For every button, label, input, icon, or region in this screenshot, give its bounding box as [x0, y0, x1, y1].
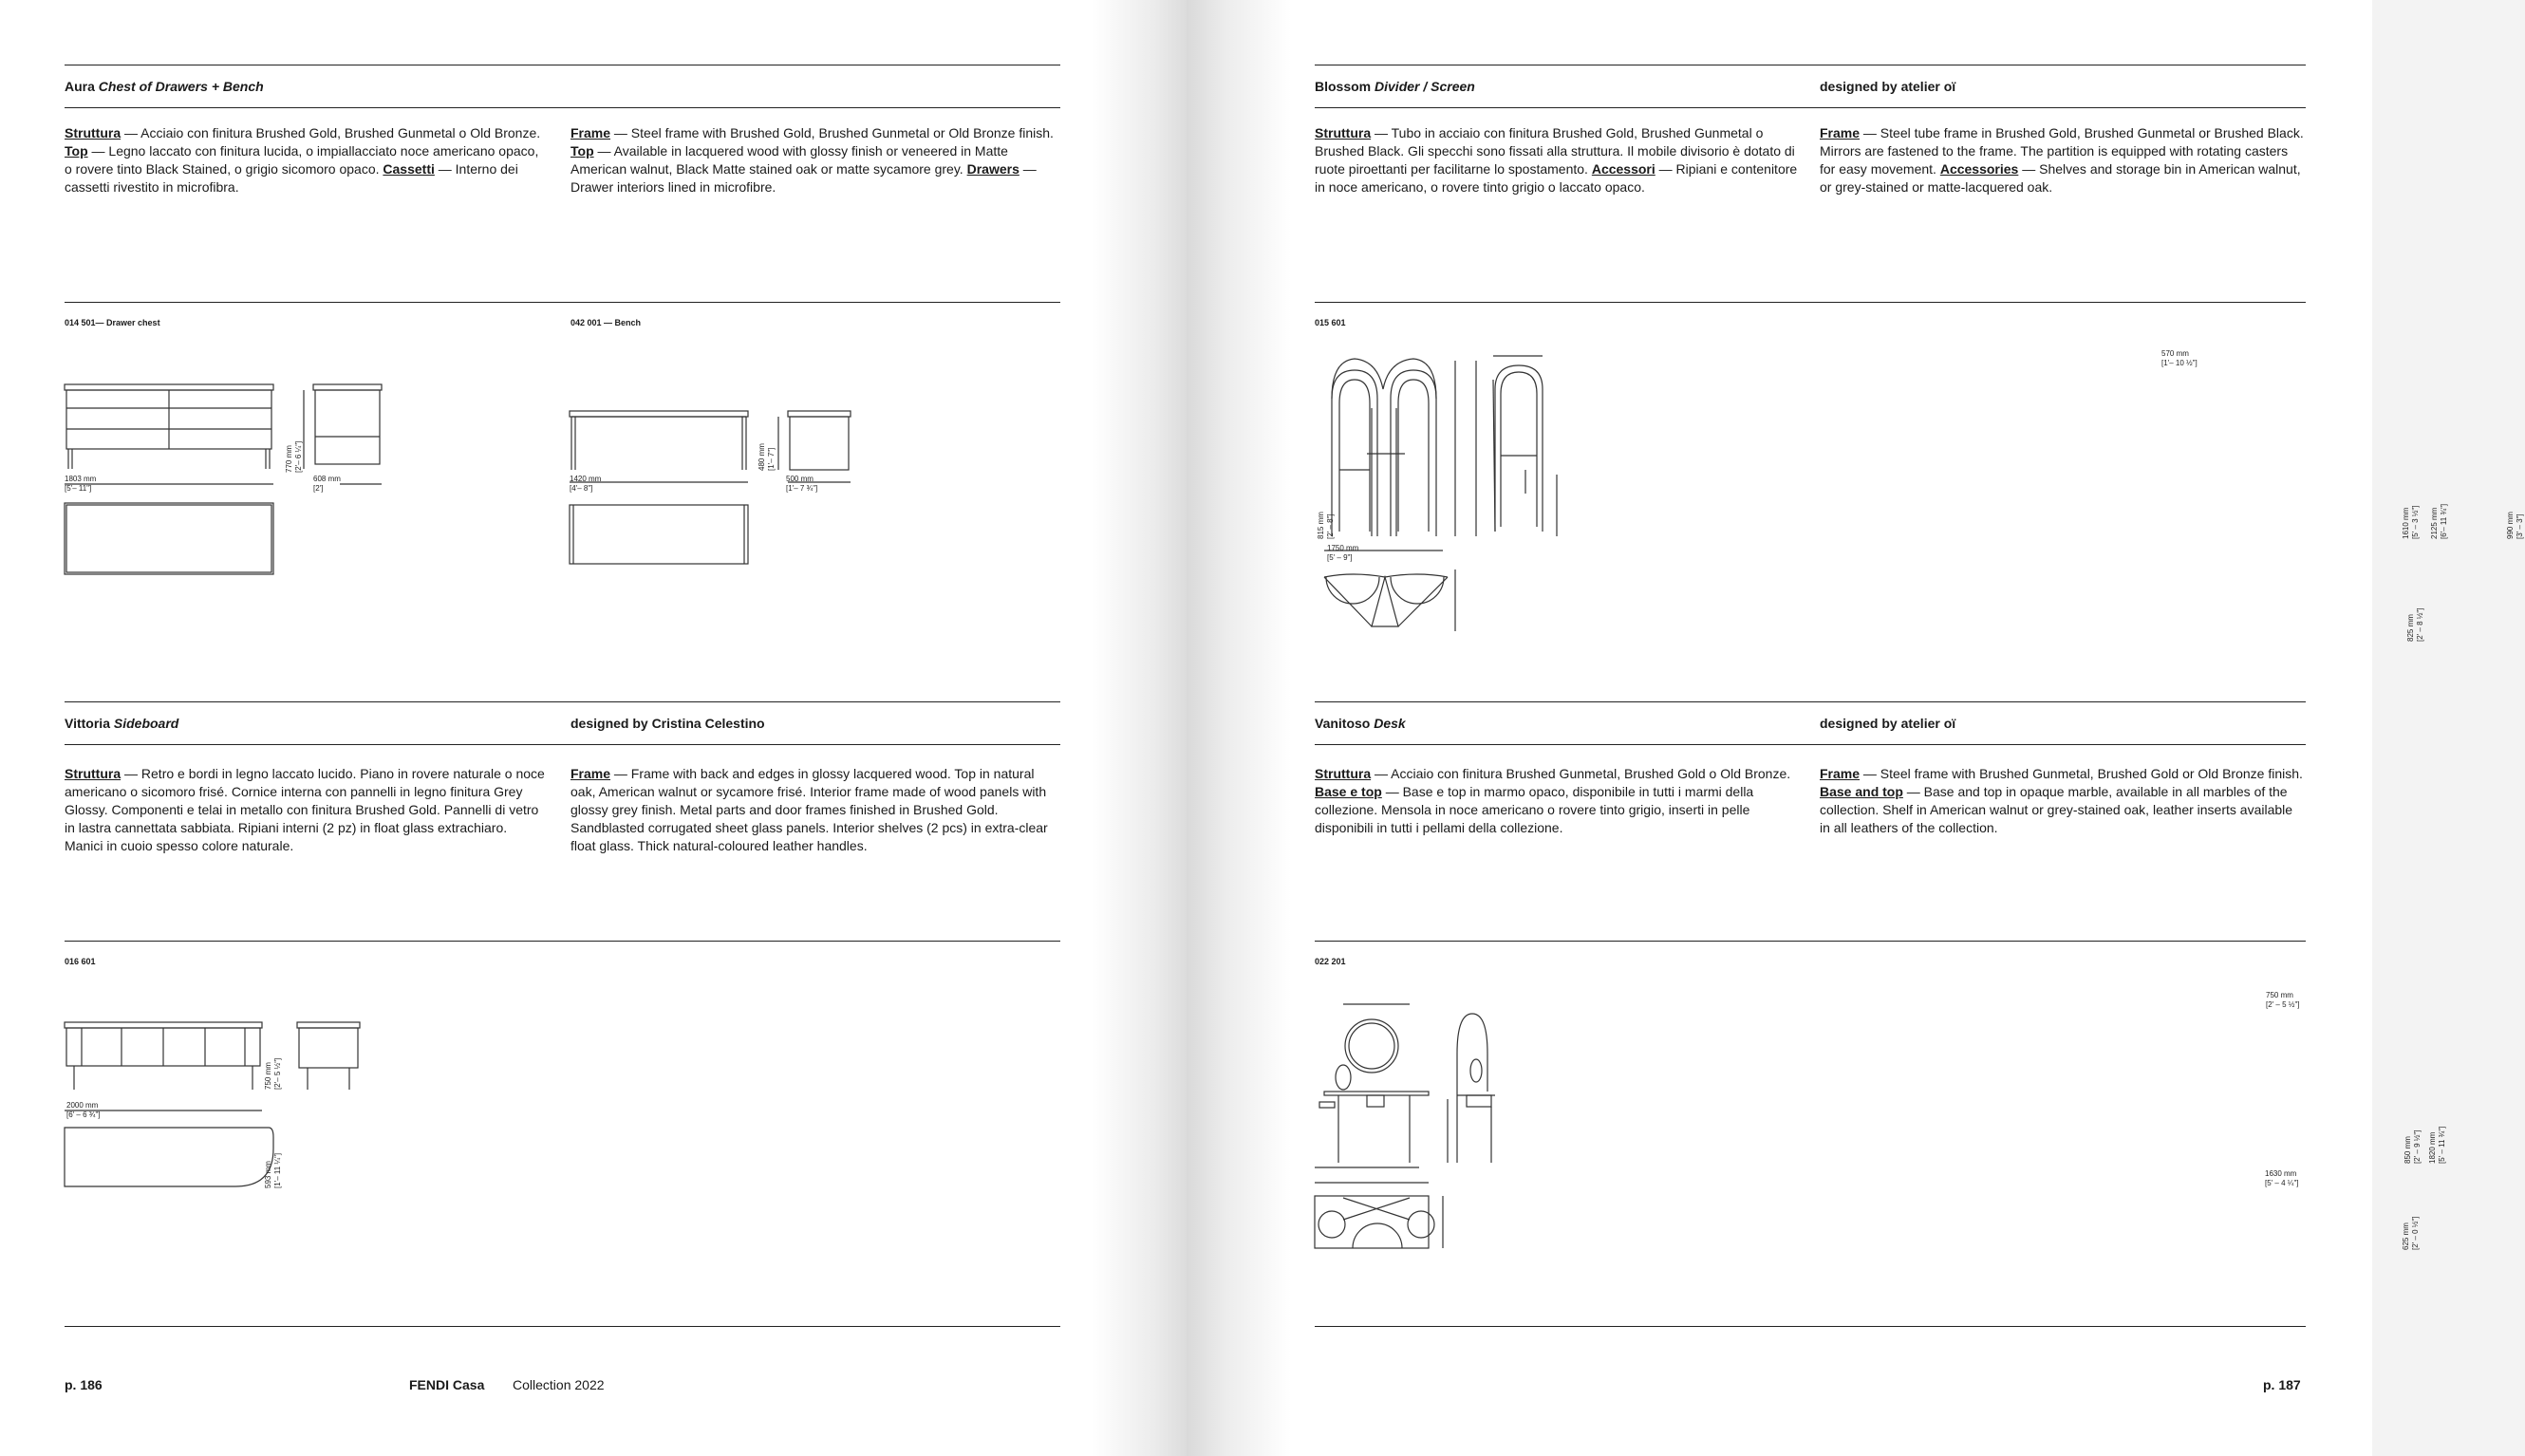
bench-width: 1420 mm [4'– 8"] — [570, 475, 602, 493]
vanitoso-description-it: Struttura — Acciaio con finitura Brushed Gunmetal, Brushed Gold o Old Bronze. Base e top — Base e top in marmo opaco, disponibile in tutti i marmi della collezione. Mensola in noce americano o rovere tinto grigio, inserti in pelle disponibili in tutti i pellami della collezione. — [1315, 766, 1791, 835]
vittoria-description-it: Struttura — Retro e bordi in legno laccato lucido. Piano in rovere naturale o noce americano o sicomoro frisé. Cornice interna con pannelli in legno finitura Grey Glossy. Componenti e telai in metallo con finitura Brushed Gold. Pannelli di vetro in lastra cannettata sabbiata. Ripiani interni (2 pz) in float glass extrachiaro. Manici in cuoio spesso colore naturale. — [65, 766, 545, 853]
desk-top-width: 750 mm [2' – 5 ½"] — [2266, 991, 2300, 1009]
sideboard-depth: 593 mm [1'– 11 ¼"] — [264, 1152, 282, 1188]
sideboard-drawing — [65, 1016, 368, 1196]
divider — [65, 744, 1060, 745]
bench-code: 042 001 — Bench — [570, 318, 642, 327]
blossom-description-en: Frame — Steel tube frame in Brushed Gold, Brushed Gunmetal or Brushed Black. Mirrors are fastened to the frame. The partition is equipped with rotating casters for easy movement. Accessories — Shelves and storage bin in American walnut, or grey-stained or matte-lacquered oak. — [1820, 125, 2304, 195]
screen-top-width: 570 mm [1'– 10 ½"] — [2161, 349, 2198, 367]
left-page — [0, 0, 1187, 1456]
brand: FENDI Casa — [409, 1377, 485, 1392]
divider — [1315, 941, 2306, 942]
sideboard-height: 750 mm [2'– 5 ½"] — [264, 1057, 282, 1090]
chest-height: 770 mm [2'– 6 ¼"] — [285, 440, 303, 473]
screen-height-815: 815 mm [2' – 8"] — [1317, 512, 1335, 539]
blossom-designer: designed by atelier oï — [1820, 79, 1956, 94]
sideboard-width: 2000 mm [6' – 6 ¾"] — [66, 1101, 101, 1119]
screen-height-1610: 1610 mm [5' – 3 ½"] — [2402, 505, 2420, 539]
desk-depth: 625 mm [2' – 0 ½"] — [2402, 1216, 2420, 1250]
aura-description-en: Frame — Steel frame with Brushed Gold, Brushed Gunmetal or Old Bronze finish. Top — Available in lacquered wood with glossy finish or veneered in Matte American walnut, Black Matte stained oak or matte sycamore grey. Drawers — Drawer interiors lined in microfibre. — [570, 125, 1054, 195]
screen-drawing — [1315, 351, 1628, 655]
bench-depth: 500 mm [1'– 7 ¾"] — [786, 475, 818, 493]
divider — [1315, 744, 2306, 745]
vanitoso-title: Vanitoso Desk — [1315, 716, 1406, 731]
desk-width: 1630 mm [5' – 4 ¼"] — [2265, 1169, 2299, 1187]
screen-depth: 825 mm [2' – 8 ½"] — [2406, 607, 2424, 642]
right-page — [1187, 0, 2524, 1456]
divider — [65, 302, 1060, 303]
bench-height: 480 mm [1'– 7"] — [758, 443, 776, 471]
page-number-left: p. 186 — [65, 1377, 103, 1392]
collection: Collection 2022 — [513, 1377, 605, 1392]
chest-width: 1803 mm [5'– 11"] — [65, 475, 97, 493]
vanitoso-code: 022 201 — [1315, 957, 1346, 966]
divider — [65, 107, 1060, 108]
vittoria-code: 016 601 — [65, 957, 96, 966]
blossom-description-it: Struttura — Tubo in acciaio con finitura Brushed Gold, Brushed Gunmetal o Brushed Black. Gli specchi sono fissati alla struttura. Il mobile divisorio è dotato di ruote piroettanti per facilitarne lo spostamento. Accessori — Ripiani e contenitore in noce americano, o rovere tinto grigio o laccato opaco. — [1315, 125, 1798, 195]
divider — [1315, 1326, 2306, 1327]
chest-code: 014 501— Drawer chest — [65, 318, 160, 327]
divider — [65, 1326, 1060, 1327]
divider — [65, 701, 1060, 702]
aura-title: Aura Chest of Drawers + Bench — [65, 79, 264, 94]
desk-drawing — [1315, 997, 1580, 1262]
divider — [1315, 107, 2306, 108]
divider — [1315, 302, 2306, 303]
divider — [65, 941, 1060, 942]
screen-height-990: 990 mm [3' – 3"] — [2506, 512, 2524, 539]
vanitoso-designer: designed by atelier oï — [1820, 716, 1956, 731]
vanitoso-description-en: Frame — Steel frame with Brushed Gunmetal, Brushed Gold or Old Bronze finish. Base and top — Base and top in opaque marble, available in all marbles of the collection. Shelf in American walnut or grey-stained oak, leather inserts available in all leathers of the collection. — [1820, 766, 2303, 835]
screen-height-2125: 2125 mm [6'– 11 ¾"] — [2430, 503, 2448, 539]
vittoria-designer: designed by Cristina Celestino — [570, 716, 765, 731]
screen-width: 1750 mm [5' – 9"] — [1327, 544, 1359, 562]
chest-depth: 608 mm [2'] — [313, 475, 341, 493]
divider — [1315, 701, 2306, 702]
desk-height-1820: 1820 mm [5' – 11 ¾"] — [2428, 1126, 2446, 1164]
vittoria-title: Vittoria Sideboard — [65, 716, 179, 731]
aura-description-it: Struttura — Acciaio con finitura Brushed Gold, Brushed Gunmetal o Old Bronze. Top — Legno laccato con finitura lucida, o impiallacciato noce americano opaco, o rovere tinto Black Stained, o grigio sicomoro opaco. Cassetti — Interno dei cassetti rivestito in microfibra. — [65, 125, 541, 195]
desk-height-850: 850 mm [2' – 9 ½"] — [2403, 1129, 2422, 1164]
blossom-title: Blossom Divider / Screen — [1315, 79, 1475, 94]
page-number-right: p. 187 — [2263, 1377, 2301, 1392]
vittoria-description-en: Frame — Frame with back and edges in glossy lacquered wood. Top in natural oak, American walnut or sycamore frisé. Interior frame made of wood panels with glossy grey finish. Metal parts and door frames finished in Brushed Gold. Sandblasted corrugated sheet glass panels. Interior shelves (2 pcs) in extra-clear float glass. Thick natural-coloured leather handles. — [570, 766, 1048, 853]
blossom-code: 015 601 — [1315, 318, 1346, 327]
bench-drawing — [570, 408, 854, 579]
